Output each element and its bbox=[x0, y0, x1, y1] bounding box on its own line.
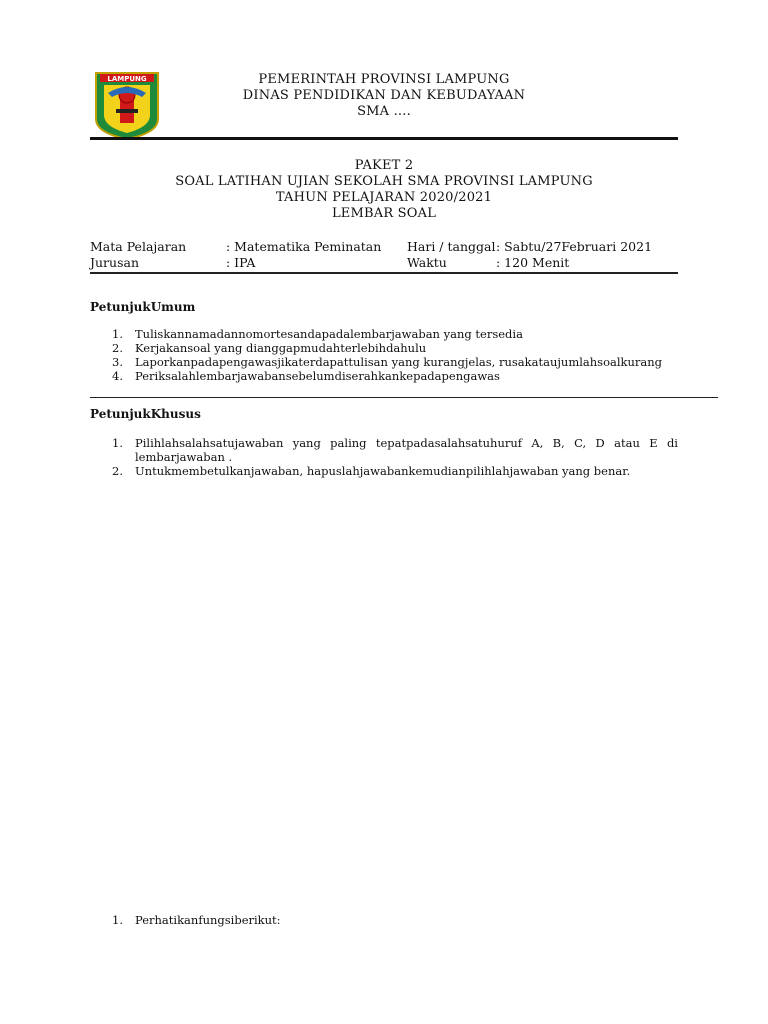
list-item-line: Pilihlahsalahsatujawaban yang paling tepatpadasalahsatuhuruf A, B, C, D atau E di bbox=[135, 436, 678, 450]
subject-label: Mata Pelajaran bbox=[90, 239, 187, 254]
list-item: 2. Untukmembetulkanjawaban, hapuslahjawabankemudianpilihlahjawaban yang benar. bbox=[112, 464, 631, 478]
list-item: 2. Kerjakansoal yang dianggapmudahterlebihdahulu bbox=[112, 341, 427, 355]
time-value: : 120 Menit bbox=[496, 255, 570, 270]
header-line-1: PEMERINTAH PROVINSI LAMPUNG bbox=[258, 72, 510, 87]
header-line-2: DINAS PENDIDIKAN DAN KEBUDAYAAN bbox=[242, 88, 526, 103]
question-item: 1. Perhatikanfungsiberikut: bbox=[112, 913, 281, 927]
title-line-1: PAKET 2 bbox=[354, 158, 414, 173]
subject-value: : Matematika Peminatan bbox=[226, 239, 382, 254]
general-instructions-list bbox=[90, 327, 690, 383]
general-instructions-title: PetunjukUmum bbox=[90, 300, 196, 314]
header-divider bbox=[90, 137, 678, 140]
day-value: : Sabtu/27Februari 2021 bbox=[496, 239, 653, 254]
list-item: 4. Periksalahlembarjawabansebelumdiserahkankepadapengawas bbox=[112, 369, 500, 383]
specific-instructions-title: PetunjukKhusus bbox=[90, 407, 201, 421]
list-item: 1. Pilihlahsalahsatujawaban yang paling tepatpadasalahsatuhuruf A, B, C, D atau E di lembarjawaban . bbox=[112, 436, 678, 464]
header-line-3: SMA .... bbox=[357, 104, 411, 119]
specific-instructions-list bbox=[90, 436, 678, 478]
question-list bbox=[90, 913, 678, 927]
title-line-3: TAHUN PELAJARAN 2020/2021 bbox=[275, 190, 493, 205]
major-value: : IPA bbox=[226, 255, 256, 270]
title-line-4: LEMBAR SOAL bbox=[331, 206, 437, 221]
logo-text: LAMPUNG bbox=[107, 75, 147, 83]
section-divider bbox=[90, 397, 718, 398]
title-line-2: SOAL LATIHAN UJIAN SEKOLAH SMA PROVINSI LAMPUNG bbox=[175, 174, 593, 189]
day-label: Hari / tanggal bbox=[407, 239, 496, 254]
list-item: 3. Laporkanpadapengawasjikaterdapattulisan yang kurangjelas, rusakataujumlahsoalkurang bbox=[112, 355, 663, 369]
info-divider bbox=[90, 272, 678, 274]
list-item-line: lembarjawaban . bbox=[135, 450, 233, 464]
list-item: 1. Tuliskannamadannomortesandapadalembarjawaban yang tersedia bbox=[112, 327, 523, 341]
major-label: Jurusan bbox=[90, 255, 140, 270]
time-label: Waktu bbox=[407, 255, 447, 270]
